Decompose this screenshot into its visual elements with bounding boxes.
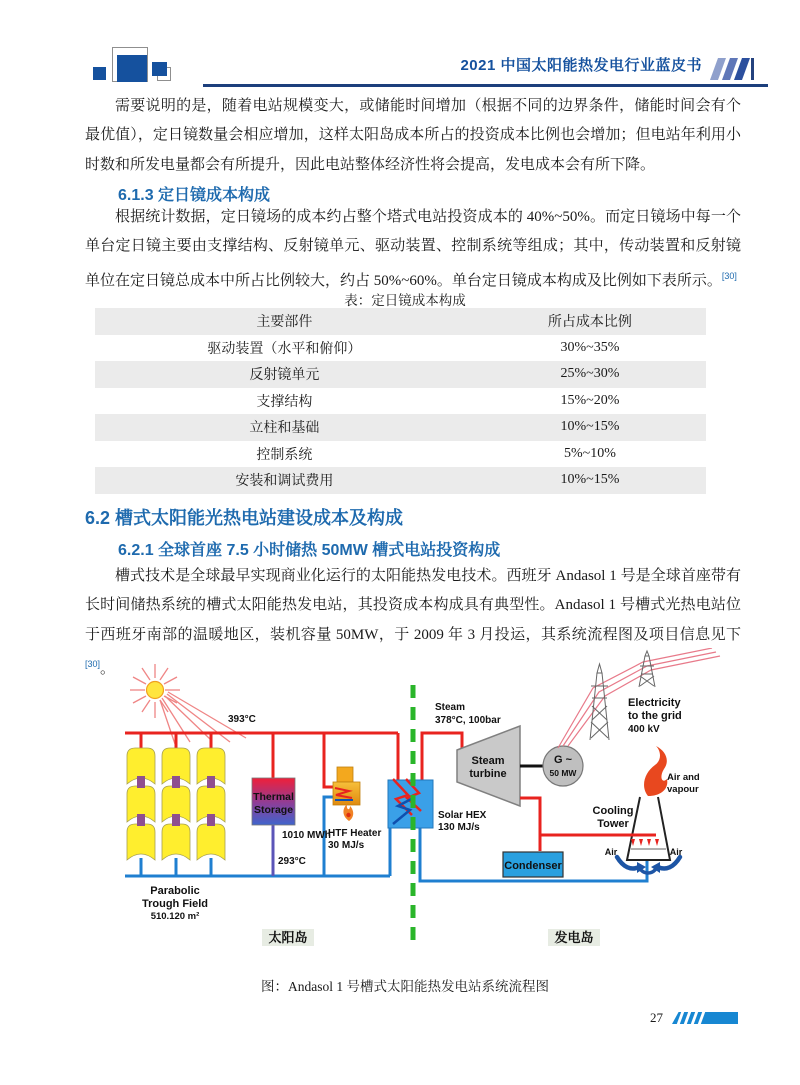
condenser (503, 852, 563, 877)
section-heading-6-1-3: 6.1.3 定日镜成本构成 (118, 187, 271, 204)
condenser-label: Condenser (504, 860, 562, 872)
table-row (95, 467, 706, 494)
grid-label: Electricity (628, 697, 681, 709)
solar-hex-label: Solar HEX (438, 810, 487, 821)
footer-bar (672, 1012, 738, 1024)
cell-share: 10%~15% (560, 472, 620, 488)
heliostat-cost-table (95, 308, 706, 494)
paragraph-3-end: 。 (100, 661, 116, 678)
publisher-logo (85, 42, 205, 92)
table-row (95, 414, 706, 441)
cell-share: 10%~15% (560, 419, 620, 435)
cell-share: 5%~10% (563, 445, 616, 461)
turbine-label: Steam (471, 755, 505, 767)
header-rule (203, 84, 768, 87)
htf-heater-label: HTF Heater (328, 828, 382, 839)
trough-collectors (127, 748, 225, 860)
storage-capacity-label: 1010 MWh (282, 830, 331, 841)
htf-heater (333, 767, 360, 821)
table-header-row (95, 308, 706, 335)
slashes-icon (712, 58, 762, 82)
logo-square-small-left (93, 67, 106, 80)
cell-component: 安装和调试费用 (235, 474, 334, 490)
paragraph-2-text: 根据统计数据，定日镜场的成本约占整个塔式电站投资成本的 40%~50%。而定日镜场中每一个单台定日镜主要由支撑结构、反射镜单元、驱动装置、控制系统等组成；其中，传动装置和反射镜单位在定日镜总成本中所占比例较大，约占 50%~60%。单台定日镜成本构成及比例如下表所示。 (85, 209, 741, 289)
cooling-tower-label: Cooling (592, 805, 634, 817)
steam-label: 378°C, 100bar (435, 715, 501, 726)
steam-label: Steam (435, 702, 466, 713)
exhaust-pipe (520, 798, 540, 851)
col-header-share: 所占成本比例 (547, 315, 632, 331)
table-caption: 表：定日镜成本构成 (344, 293, 466, 308)
reference-30: [30] (85, 659, 101, 670)
htf-heater-label: 30 MJ/s (328, 840, 365, 851)
figure-caption: 图：Andasol 1 号槽式太阳能热发电站系统流程图 (261, 979, 549, 994)
paragraph-2 (85, 203, 741, 296)
air-label: Air (669, 847, 683, 857)
steam-turbine (457, 726, 520, 806)
report-title: 2021 中国太阳能热发电行业蓝皮书 (460, 57, 702, 74)
cell-component: 反射镜单元 (249, 368, 320, 384)
trough-field-area: 510.120 m² (150, 911, 200, 922)
cell-component: 控制系统 (256, 447, 313, 463)
thermal-storage-label: Thermal (253, 791, 294, 803)
thermal-storage-label: Storage (253, 804, 294, 816)
cell-component: 驱动装置（水平和俯仰） (207, 341, 362, 357)
generator-label: G ~ (553, 754, 573, 766)
cold-temp-label: 293°C (278, 856, 306, 867)
trough-field-label: Trough Field (142, 898, 208, 910)
table-row (95, 441, 706, 468)
vapour-flame-icon (644, 746, 667, 796)
paragraph-1: 需要说明的是，随着电站规模变大，或储能时间增加（根据不同的边界条件，储能时间会有个最优值），定日镜数量会相应增加，这样太阳岛成本所占的投资成本比例也会增加；但电站年利用小时数和所发电量都会有所提升，因此电站整体经济性将会提高，发电成本会有所下降。 (85, 98, 741, 173)
air-label: Air (604, 847, 618, 857)
cell-share: 25%~30% (560, 366, 620, 382)
table-row (95, 388, 706, 415)
cell-component: 立柱和基础 (249, 421, 320, 437)
grid-voltage-label: 400 kV (628, 724, 660, 735)
logo-square-small-right (152, 62, 167, 76)
logo-square-large (117, 55, 147, 82)
section-heading-6-2: 6.2 槽式太阳能光热电站建设成本及构成 (85, 508, 404, 528)
svg-text:太阳岛: 太阳岛 (268, 930, 308, 945)
flame-icon (343, 804, 353, 821)
grid-label: to the grid (628, 710, 682, 722)
vapour-label: vapour (667, 784, 699, 795)
svg-text:发电岛: 发电岛 (554, 930, 594, 945)
hot-temp-label: 393°C (228, 714, 256, 725)
cell-component: 支撑结构 (256, 394, 313, 410)
thermal-storage (252, 778, 295, 825)
col-header-component: 主要部件 (256, 315, 313, 331)
generator-label: 50 MW (549, 768, 577, 778)
power-island-tag (548, 929, 600, 946)
cell-share: 30%~35% (560, 339, 620, 355)
generator (543, 746, 583, 786)
section-heading-6-2-1: 6.2.1 全球首座 7.5 小时储热 50MW 槽式电站投资构成 (118, 542, 501, 559)
reference-30: [30] (721, 270, 737, 281)
solar-island-tag (262, 929, 314, 946)
turbine-label: turbine (469, 768, 507, 780)
table-row (95, 361, 706, 388)
paragraph-3-text: 槽式技术是全球最早实现商业化运行的太阳能热发电技术。西班牙 Andasol 1 号是全球首座带有长时间储热系统的槽式太阳能热发电站，其投资成本构成具有典型性。Andasol 1 号槽式光热电站位于西班牙南部的温暖地区，装机容量 50MW，于 2009 年 3 月投运，其系统流程图及项目信息见下 (85, 568, 741, 643)
andasol-system-diagram (90, 648, 730, 958)
page-number: 27 (650, 1010, 663, 1025)
cell-share: 15%~20% (560, 392, 620, 408)
table-row (95, 335, 706, 362)
cooling-tower-label: Tower (597, 818, 629, 830)
solar-hex-label: 130 MJ/s (438, 822, 480, 833)
vapour-label: Air and (667, 772, 700, 783)
trough-field-label: Parabolic (150, 885, 200, 897)
